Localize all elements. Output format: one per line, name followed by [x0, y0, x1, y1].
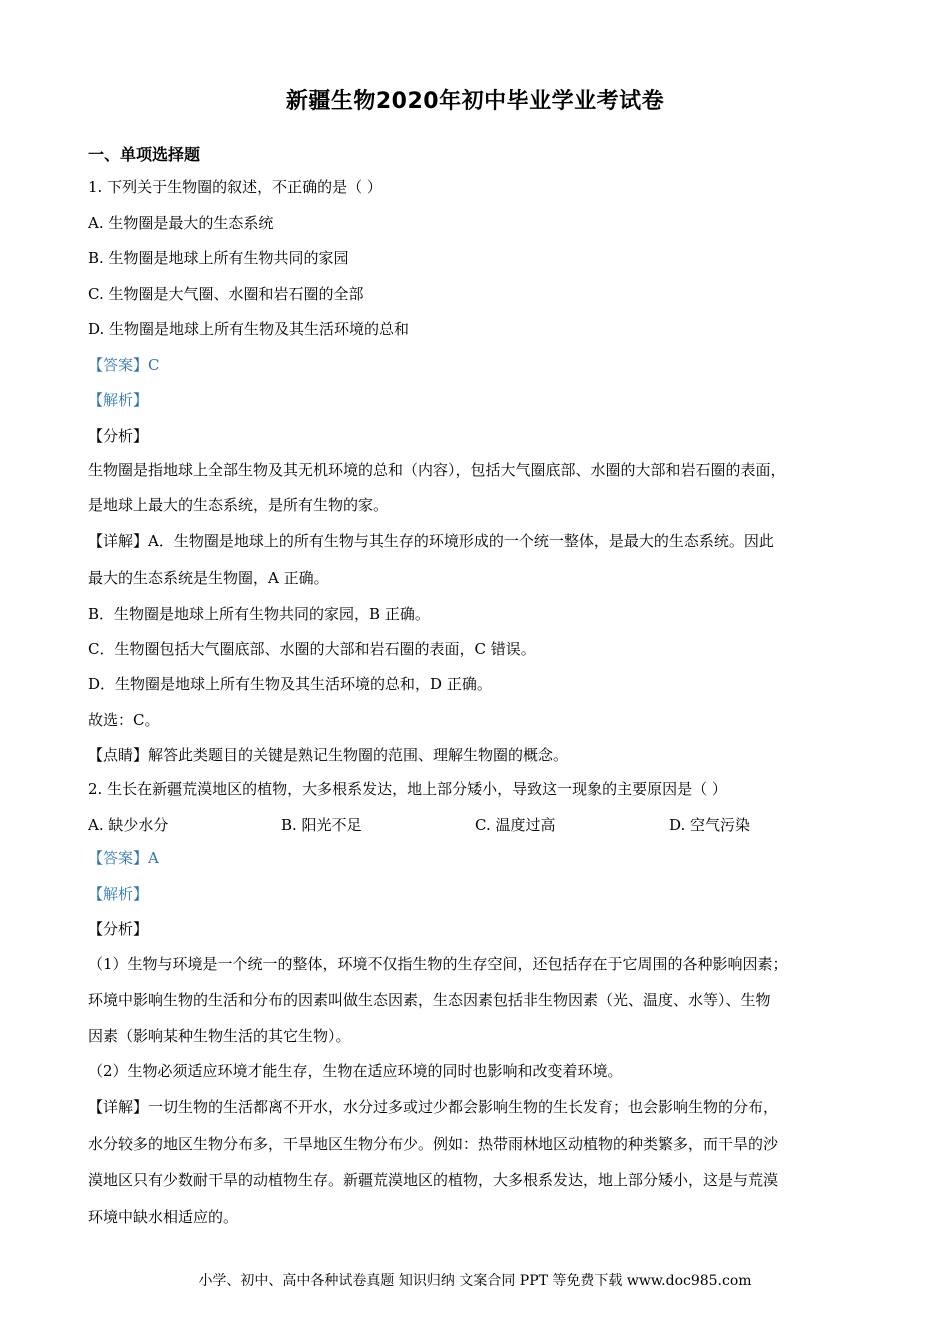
question-2-detail-line-2: 水分较多的地区生物分布多，干旱地区生物分布少。例如：热带雨林地区动植物的种类繁多，而干旱的沙: [88, 1135, 779, 1153]
question-2-option-b: B. 阳光不足: [281, 816, 362, 834]
section-heading: 一、单项选择题: [88, 145, 201, 164]
question-2-analysis-tag: 【解析】: [88, 885, 149, 903]
question-1-fenxi-line-2: 是地球上最大的生态系统，是所有生物的家。: [88, 496, 389, 514]
page-footer: 小学、初中、高中各种试卷真题 知识归纳 文案合同 PPT 等免费下载 www.doc985.com: [198, 1273, 752, 1289]
question-1-stem: 1. 下列关于生物圈的叙述，不正确的是（ ）: [88, 178, 382, 196]
question-1-option-d: D. 生物圈是地球上所有生物及其生活环境的总和: [88, 320, 410, 338]
question-1-detail-d: D．生物圈是地球上所有生物及其生活环境的总和，D 正确。: [88, 675, 492, 693]
page-title: 新疆生物2020年初中毕业学业考试卷: [285, 89, 665, 114]
question-2-option-c: C. 温度过高: [475, 816, 556, 834]
question-2-stem: 2. 生长在新疆荒漠地区的植物，大多根系发达，地上部分矮小，导致这一现象的主要原因是（ ）: [88, 780, 727, 798]
question-1-option-b: B. 生物圈是地球上所有生物共同的家园: [88, 249, 349, 267]
question-2-detail-line-4: 环境中缺水相适应的。: [88, 1208, 239, 1226]
question-1-choice: 故选：C。: [88, 711, 160, 729]
question-1-detail-line-2: 最大的生态系统是生物圈，A 正确。: [88, 569, 329, 587]
question-2-point-1-line-2: 环境中影响生物的生活和分布的因素叫做生态因素，生态因素包括非生物因素（光、温度、水等）、生物: [88, 991, 771, 1009]
question-2-point-1-line-1: （1）生物与环境是一个统一的整体，环境不仅指生物的生存空间，还包括存在于它周围的各种影响因素；: [88, 955, 788, 973]
question-1-detail-c: C．生物圈包括大气圈底部、水圈的大部和岩石圈的表面，C 错误。: [88, 640, 536, 658]
question-2-answer: 【答案】A: [88, 849, 159, 867]
question-1-fenxi-line-1: 生物圈是指地球上全部生物及其无机环境的总和（内容），包括大气圈底部、水圈的大部和岩石圈的表面，: [88, 461, 786, 479]
question-1-comment: 【点睛】解答此类题目的关键是熟记生物圈的范围、理解生物圈的概念。: [88, 746, 569, 764]
question-1-option-a: A. 生物圈是最大的生态系统: [88, 214, 274, 232]
question-2-option-d: D. 空气污染: [669, 816, 751, 834]
question-2-point-2: （2）生物必须适应环境才能生存，生物在适应环境的同时也影响和改变着环境。: [88, 1062, 623, 1080]
question-1-detail-line-1: 【详解】A．生物圈是地球上的所有生物与其生存的环境形成的一个统一整体，是最大的生态系统。因此: [88, 532, 774, 550]
question-2-detail-line-1: 【详解】一切生物的生活都离不开水，水分过多或过少都会影响生物的生长发育；也会影响生物的分布，: [88, 1098, 779, 1116]
question-1-fenxi-tag: 【分析】: [88, 427, 149, 445]
question-1-analysis-tag: 【解析】: [88, 391, 149, 409]
question-1-option-c: C. 生物圈是大气圈、水圈和岩石圈的全部: [88, 285, 364, 303]
question-1-answer: 【答案】C: [88, 356, 160, 374]
question-1-detail-b: B．生物圈是地球上所有生物共同的家园，B 正确。: [88, 605, 430, 623]
question-2-detail-line-3: 漠地区只有少数耐干旱的动植物生存。新疆荒漠地区的植物，大多根系发达，地上部分矮小，这是与荒漠: [88, 1171, 779, 1189]
question-2-point-1-line-3: 因素（影响某种生物生活的其它生物）。: [88, 1027, 351, 1045]
question-2-option-a: A. 缺少水分: [88, 816, 169, 834]
question-2-fenxi-tag: 【分析】: [88, 920, 149, 938]
